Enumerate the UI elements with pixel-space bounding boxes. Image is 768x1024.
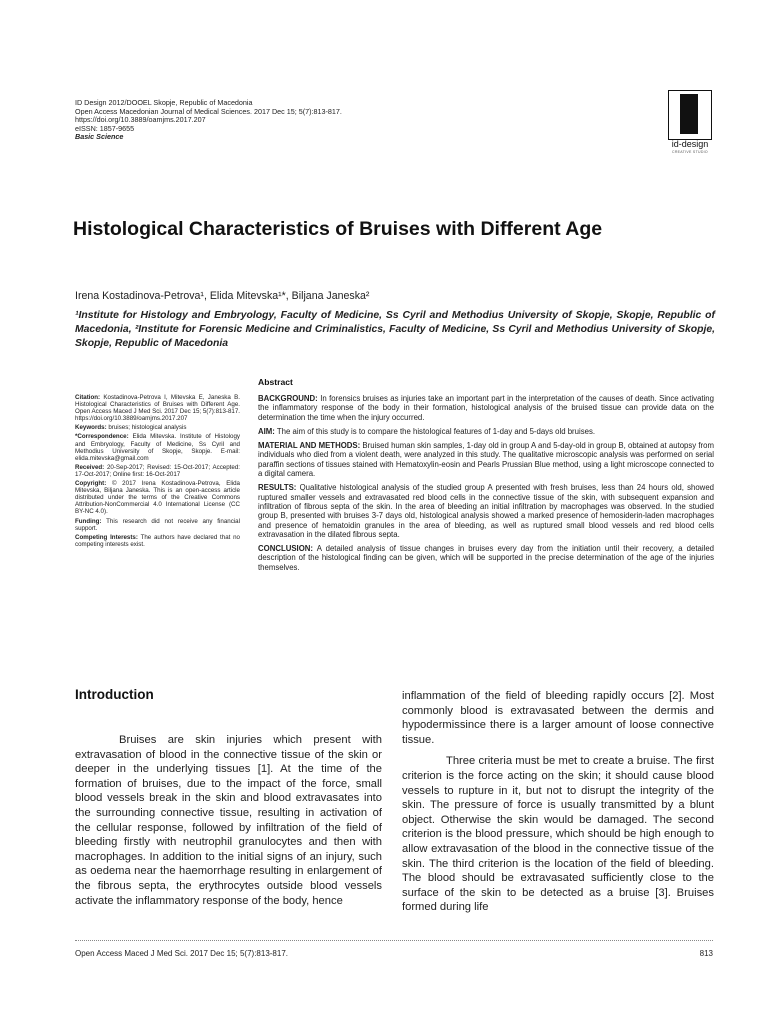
- meta-funding: [75, 518, 240, 532]
- footer-citation: Open Access Maced J Med Sci. 2017 Dec 15; 5(7):813-817.: [75, 949, 289, 958]
- intro-paragraph-1: Bruises are skin injuries which present with extravasation of blood in the connective tissue of the skin or deeper in the underlying tissues [1]. At the time of the formation of bruises, due to the impact of the force, small blood vessels break in the skin and blood extravasates into the surrounding connective tissue, resulting in activation of the cellular response, followed by infiltration of the field of bleeding firstly with neutrophil granulocytes and then with macrophages. In addition to the initial signs of an injury, such as oedema near the haemorrhage resulting in enlargement of the fibrous septa, the erythrocytes outside blood vessels activate the inflammatory response of the body, hence: [75, 734, 382, 907]
- abstract-text: The aim of this study is to compare the histological features of 1-day and 5-days old bruises.: [274, 426, 596, 436]
- meta-competing-interests: [75, 534, 240, 548]
- abstract-label: AIM:: [258, 426, 275, 436]
- abstract-aim: [258, 427, 714, 436]
- abstract-label: RESULTS:: [258, 483, 297, 493]
- abstract-conclusion: [258, 544, 714, 572]
- author-list: Irena Kostadinova-Petrova¹, Elida Mitevska¹*, Biljana Janeska²: [75, 290, 370, 302]
- abstract-label: MATERIAL AND METHODS:: [258, 441, 361, 451]
- abstract-text: A detailed analysis of tissue changes in bruises every day from the initiation until their recovery, a detailed description of the histological finding can be given, which will be supported in the precise determination of the age of the injuries themselves.: [258, 544, 714, 572]
- section-label: Basic Science: [75, 132, 124, 142]
- logo-tagline: CREATIVE STUDIO: [672, 150, 708, 154]
- header-line-2: Open Access Macedonian Journal of Medical Sciences. 2017 Dec 15; 5(7):813-817.: [75, 106, 342, 116]
- header-line-4: eISSN: 1857-9655: [75, 123, 135, 133]
- abstract-heading: Abstract: [258, 377, 293, 387]
- meta-text: Elida Mitevska. Institute of Histology and Embryology, Faculty of Medicine, Ss Cyril and Methodius University of Skopje, Skopje. E-mail: elida.mitevska@gmail.com: [75, 433, 240, 462]
- abstract-results: [258, 483, 714, 539]
- abstract-text: Bruised human skin samples, 1-day old in group A and 5-day-old in group B, obtained at autopsy from individuals who died from a violent death, were analyzed in this study. The qualitative microscopic analysis was performed on serial paraffin sections of tissues stained with Hematoxylin-eosin and Pearls Prussian Blue method, using a light microscope connected to a digital camera.: [258, 441, 714, 479]
- meta-correspondence: [75, 433, 240, 461]
- meta-text: Kostadinova-Petrova I, Mitevska E, Janeska B. Histological Characteristics of Bruises with Different Age. Open Access Maced J Med Sci. 2017 Dec 15; 5(7):813-817. https://doi.org/10.3889/oamjms.2017.207: [75, 394, 240, 423]
- meta-dates: [75, 464, 240, 478]
- abstract-methods: [258, 441, 714, 478]
- meta-text: The authors have declared that no competing interests exist.: [75, 533, 240, 548]
- journal-header: [75, 99, 495, 142]
- meta-text: bruises; histological analysis: [106, 424, 187, 432]
- abstract-text: In forensics bruises as injuries take an important part in the interpretation of the causes of death. Since activating the inflammatory response of the body in their formation, histological analysis of the bruised tissue can provide data on the determination the time when the injury occurred.: [258, 394, 714, 422]
- intro-column-right: [402, 689, 714, 915]
- meta-keywords: [75, 424, 240, 431]
- introduction-heading: Introduction: [75, 687, 154, 702]
- meta-label: Keywords:: [75, 424, 107, 432]
- abstract-text: Qualitative histological analysis of the studied group A presented with fresh bruises, less than 24 hours old, showed ruptured smaller vessels and extravasated red blood cells in the connective tissue of the skin, with subsequent expansion and infiltration of fibrous septa of the skin. In the area of bleeding an initial infiltration by macrophages was observed. In the studied group B, presented with bruises 3-7 days old, histological analysis showed a marked presence of hemosiderin-laden macrophages and presence of hematoidin granules in the area of bleeding, as well as ruptured small blood vessels and red blood cells extravasation in the dilated fibrous septa.: [258, 483, 714, 539]
- affiliations: ¹Institute for Histology and Embryology, Faculty of Medicine, Ss Cyril and Methodius University of Skopje, Skopje, Republic of Macedonia, ²Institute for Forensic Medicine and Criminalistics, Faculty of Medicine, Ss Cyril and Methodius University of Skopje, Skopje, Republic of Macedonia: [75, 310, 715, 349]
- logo-name: id-design: [671, 139, 709, 149]
- meta-label: *Correspondence:: [75, 433, 129, 441]
- meta-label: Copyright:: [75, 480, 107, 488]
- meta-label: Competing Interests:: [75, 533, 138, 541]
- abstract-body: [258, 394, 714, 577]
- page-footer: [75, 949, 713, 958]
- intro-column-left: [75, 733, 382, 908]
- article-meta: [75, 394, 240, 550]
- abstract-label: BACKGROUND:: [258, 394, 318, 403]
- meta-text: 20-Sep-2017; Revised: 15-Oct-2017; Accepted: 17-Oct-2017; Online first: 16-Oct-2017: [75, 463, 240, 478]
- meta-label: Received:: [75, 463, 105, 471]
- intro-paragraph-2: Three criteria must be met to create a bruise. The first criterion is the force acting on the skin; it should cause blood vessels to rupture in it, but not to disrupt the integrity of the skin. The pressure of force is usually transmitted by a blunt object. Otherwise the skin would be damaged. The second criterion is the blood pressure, which should be high enough to allow extravasation of the blood in the connective tissue of the skin. The third criterion is the location of the field of bleeding. The blood should be extravasated sufficiently close to the surface of the skin to be detected as a bruise [3]. Bruises formed during life: [402, 755, 714, 914]
- abstract-background: [258, 394, 714, 422]
- meta-citation: [75, 394, 240, 422]
- meta-copyright: [75, 480, 240, 515]
- page-number: 813: [699, 949, 713, 958]
- meta-label: Funding:: [75, 517, 102, 525]
- article-title: Histological Characteristics of Bruises with Different Age: [73, 218, 603, 240]
- doi-link[interactable]: https://doi.org/10.3889/oamjms.2017.207: [75, 115, 206, 125]
- logo-bar: [680, 94, 698, 134]
- id-design-logo: [668, 90, 712, 154]
- meta-label: Citation:: [75, 394, 101, 401]
- meta-text: This research did not receive any financial support.: [75, 517, 240, 532]
- footer-divider: [75, 940, 713, 941]
- header-line-1: ID Design 2012/DOOEL Skopje, Republic of Macedonia: [75, 98, 253, 107]
- intro-paragraph-1-cont: inflammation of the field of bleeding rapidly occurs [2]. Most commonly blood is extravasated between the dermis and hypodermissince there is a larger amount of loose connective tissue.: [402, 690, 714, 746]
- meta-text: © 2017 Irena Kostadinova-Petrova, Elida Mitevska, Biljana Janeska. This is an open-access article distributed under the terms of the Creative Commons Attribution-NonCommercial 4.0 International License (CC BY-NC 4.0).: [75, 480, 240, 516]
- abstract-label: CONCLUSION:: [258, 544, 314, 554]
